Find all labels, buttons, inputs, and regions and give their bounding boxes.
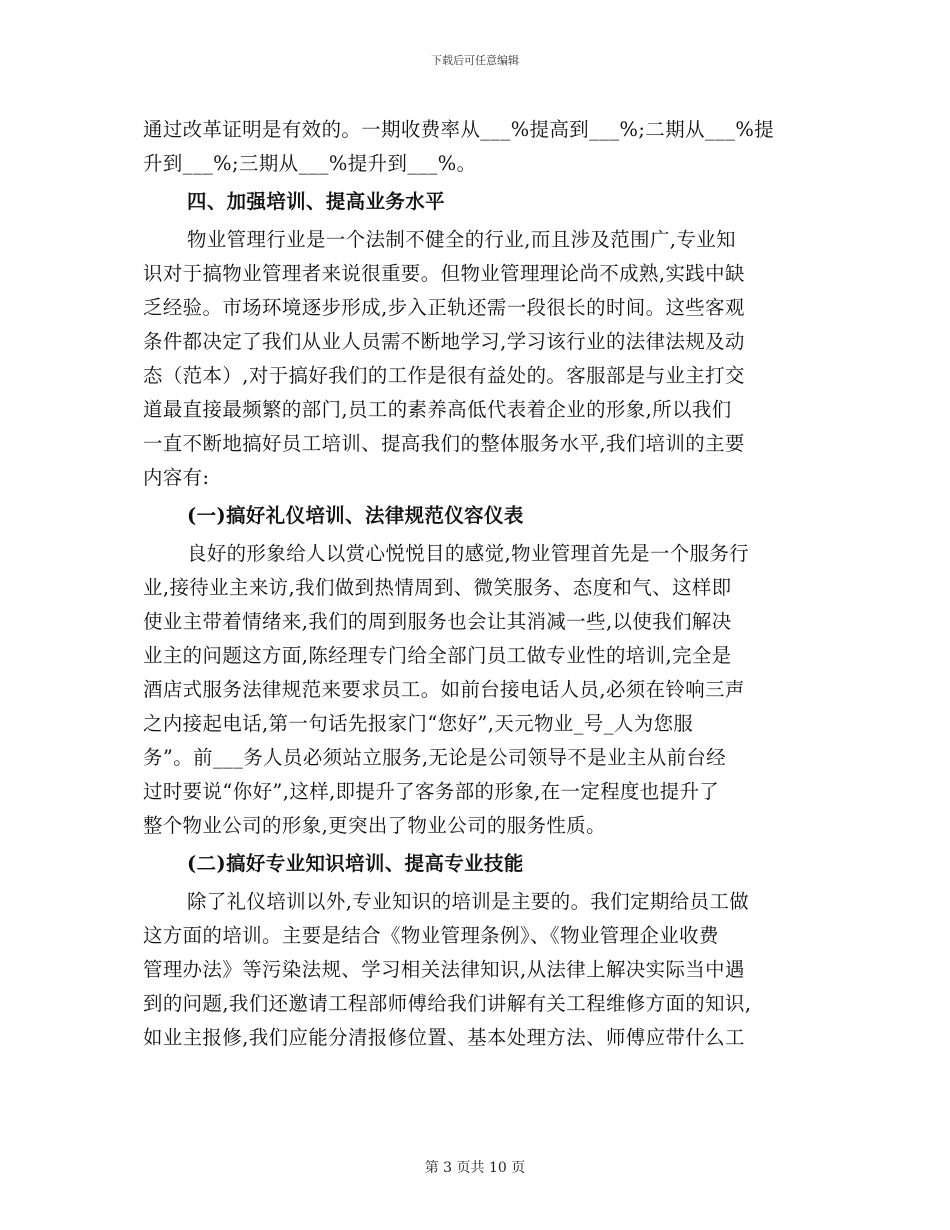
- text-line: 业,接待业主来访,我们做到热情周到、微笑服务、态度和气、这样即: [143, 576, 732, 599]
- text-line: 整个物业公司的形象,更突出了物业公司的服务性质。: [143, 814, 606, 837]
- text-line: 如业主报修,我们应能分清报修位置、基本处理方法、师傅应带什么工: [143, 1026, 745, 1049]
- text-line: 除了礼仪培训以外,专业知识的培训是主要的。我们定期给员工做: [187, 890, 750, 913]
- text-line: 道最直接最频繁的部门,员工的素养高低代表着企业的形象,所以我们: [143, 398, 732, 421]
- text-line: 业主的问题这方面,陈经理专门给全部门员工做专业性的培训,完全是: [143, 644, 732, 667]
- text-line: 过时要说“你好”,这样,即提升了客务部的形象,在一定程度也提升了: [143, 780, 720, 803]
- text-line: 酒店式服务法律规范来要求员工。如前台接电话人员,必须在铃响三声: [143, 678, 745, 701]
- text-line: 物业管理行业是一个法制不健全的行业,而且涉及范围广,专业知: [187, 228, 736, 251]
- text-line: 之内接起电话,第一句话先报家门“您好”,天元物业_号_人为您服: [143, 712, 694, 735]
- page-header-note: 下载后可任意编辑: [431, 54, 519, 67]
- section-heading: (二)搞好专业知识培训、提高专业技能: [187, 852, 524, 875]
- text-line: 通过改革证明是有效的。一期收费率从___%提高到___%;二期从___%提: [143, 118, 775, 141]
- text-line: 务”。前___务人员必须站立服务,无论是公司领导不是业主从前台经: [143, 746, 727, 769]
- section-heading: 四、加强培训、提高业务水平: [187, 190, 445, 213]
- text-line: 到的问题,我们还邀请工程部师傅给我们讲解有关工程维修方面的知识,: [143, 992, 752, 1015]
- text-line: 升到___%;三期从___%提升到___%。: [143, 152, 477, 175]
- document-body: [143, 113, 813, 1055]
- text-line: 良好的形象给人以赏心悦悦目的感觉,物业管理首先是一个服务行: [187, 542, 750, 565]
- text-line: 识对于搞物业管理者来说很重要。但物业管理理论尚不成熟,实践中缺: [143, 262, 745, 285]
- page-number: 第 3 页共 10 页: [424, 1160, 526, 1176]
- text-line: 管理办法》等污染法规、学习相关法律知识,从法律上解决实际当中遇: [143, 958, 745, 981]
- text-line: 这方面的培训。主要是结合《物业管理条例》、《物业管理企业收费: [143, 924, 719, 947]
- section-heading: (一)搞好礼仪培训、法律规范仪容仪表: [187, 504, 524, 527]
- text-line: 一直不断地搞好员工培训、提高我们的整体服务水平,我们培训的主要: [143, 432, 745, 455]
- text-line: 内容有:: [143, 466, 210, 489]
- text-line: 态（范本）,对于搞好我们的工作是很有益处的。客服部是与业主打交: [143, 364, 745, 387]
- text-line: 使业主带着情绪来,我们的周到服务也会让其消减一些,以使我们解决: [143, 610, 732, 633]
- text-line: 乏经验。市场环境逐步形成,步入正轨还需一段很长的时间。这些客观: [143, 296, 745, 319]
- text-line: 条件都决定了我们从业人员需不断地学习,学习该行业的法律法规及动: [143, 330, 745, 353]
